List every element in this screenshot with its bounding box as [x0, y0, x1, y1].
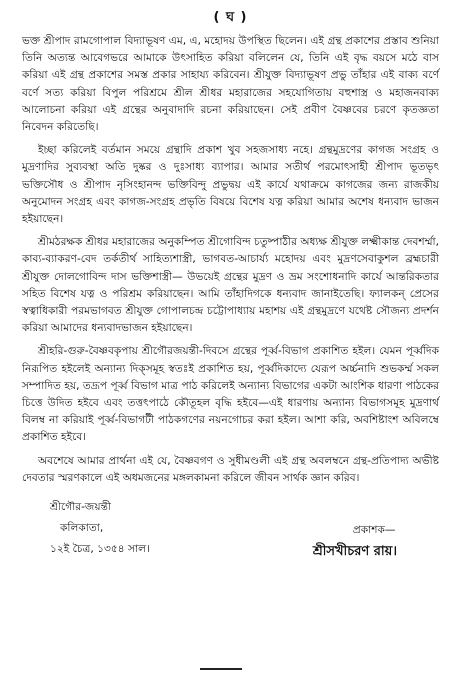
page-number: ( ঘ )	[213, 10, 248, 25]
signature-block	[22, 497, 439, 587]
place: কলিকাতা,	[60, 522, 104, 535]
publisher-label: প্রকাশক—	[352, 524, 396, 537]
paragraph-2: ইচ্ছা করিলেই বর্তমান সময়ে গ্রন্থাদি প্রকাশ খুব সহজসাধ্য নহে। গ্রন্থমুদ্রণের কাগজ সংগ্রহ ও মুদ্রণাদির সুব্যবস্থা অতি দুষ্কর ও দুঃসাধ্য ব্যাপার। আমার সতীর্থ পরমোৎসাহী শ্রীপাদ ভূতভৃৎ ভক্তিসৌধ ও শ্রীপাদ নৃসিংহানন্দ ভক্তিবিন্দু প্রভুদ্বয় এই কার্যে যথাক্রমে কাগজের জন্য রাজকীয় অনুমোদন সংগ্রহ এবং কাগজ-সংগ্রহ প্রভৃতি বিষয়ে বিশেষ যত্ন করিয়া আমার অশেষ ধন্যবাদ ভাজন হইয়াছেন।	[22, 144, 439, 226]
paragraph-4: শ্রীহরি-গুরু-বৈষ্ণবকৃপায় শ্রীগৌরজয়ন্তী-দিবসে গ্রন্থের পূর্ব্ব-বিভাগ প্রকাশিত হইল। যেমন পূর্ব্বদিক নিরূপিত হইলেই অন্যান্য দিক্‌সমূহ স্বতঃই প্রকাশিত হয়, পূর্ব্বদিকাদ্যে যেরূপ অর্চ্চনাদি শুভকর্ম্ম সকল সম্পাদিত হয়, তদ্রূপ পূর্ব্ব বিভাগ মাত্র পাঠ করিলেই অন্যান্য বিভাগের একটা আংশিক ধারণা পাঠকের চিত্তে উদিত হইবে এবং তত্তৎপাঠে কৌতূহল বৃদ্ধি হইবে—এই ধারণায় অন্যান্য বিভাগসমূহ মুদ্রণার্থ বিলম্ব না করিয়াই পূর্ব্ব-বিভাগটী পাঠকগণের নয়নগোচর করা হইল। আশা করি, অবশিষ্টাংশ অবিলম্বে প্রকাশিত হইবে।	[22, 345, 439, 444]
closing-rule	[200, 668, 242, 670]
paragraph-5: অবশেষে আমার প্রার্থনা এই যে, বৈষ্ণবগণ ও সুধীমণ্ডলী এই গ্রন্থ অবলম্বনে গ্রন্থ-প্রতিপাদ্য অভীষ্ট দেবতার স্মরণকালে এই অধমজনের মঙ্গলকামনা করিলে জীবন সার্থক জ্ঞান করিব।	[22, 454, 439, 484]
publisher-block	[313, 519, 397, 563]
publisher-name: শ্রীসখীচরণ রায়।	[312, 544, 397, 560]
paragraph-1: ভক্ত শ্রীপাদ রামগোপাল বিদ্যাভূষণ এম, এ, মহোদয় উপস্থিত ছিলেন। এই গ্রন্থ প্রকাশের প্রস্তাব শুনিয়া তিনি অত্যন্ত আবেগভরে আমাকে উৎসাহিত করিয়া বলিলেন যে, তিনি এই বৃদ্ধ বয়সে মঠে বাস করিয়া এই গ্রন্থ প্রকাশের সমস্ত প্রকার সাহায্য করিবেন। শ্রীযুক্ত বিদ্যাভূষণ প্রভু তাঁহার এই বাক্য বর্ণে বর্ণে সত্য করিয়া বিপুল পরিশ্রমে শ্রীল শ্রীধর মহারাজের সহযোগিতায় বহুশাস্ত্র ও মহাজনবাক্য আলোচনা করিয়া এই গ্রন্থের অনুবাদাদি রচনা করিয়াছেন। সেই প্রবীণ বৈষ্ণবের চরণে কৃতজ্ঞতা নিবেদন করিতেছি।	[22, 35, 439, 134]
place-date-block	[50, 497, 150, 560]
paragraph-3: শ্রীমঠরক্ষক শ্রীধর মহারাজের অনুকম্পিত শ্রীগোবিন্দ চতুষ্পাঠীর অধ্যক্ষ শ্রীযুক্ত লক্ষ্মীকান্ত দেবশর্ম্মা, কাব্য-ব্যাকরণ-বেদ তর্কতীর্থ সাহিত্যশাস্ত্রী, ভাগবত-আচার্য্য মহোদয় এবং মুদ্রণসেবাকুশল ব্রহ্মচারী শ্রীযুক্ত দোলগোবিন্দ দাস ভক্তিশাস্ত্রী— উভয়েই গ্রন্থের মুদ্রণ ও ভ্রম সংশোধনাদি কার্যে আন্তরিকতার সহিত বিশেষ যত্ন ও পরিশ্রম করিয়াছেন। আমি তাঁহাদিগকে ধন্যবাদ জানাইতেছি। ফ্যালকন্ প্রেসের স্বত্বাধিকারী পরমভাগবত শ্রীযুক্ত গোপালচন্দ্র চট্টোপাধ্যায় মহাশয় এই গ্রন্থমুদ্রণে যথেষ্ট সৌজন্য প্রদর্শন করিয়া আমাদের ধন্যবাদভাজন হইয়াছেন।	[22, 236, 439, 335]
date: ১২ই চৈত্র, ১৩৫৪ সাল।	[50, 543, 150, 556]
occasion: শ্রীগৌর-জয়ন্তী	[50, 501, 111, 514]
